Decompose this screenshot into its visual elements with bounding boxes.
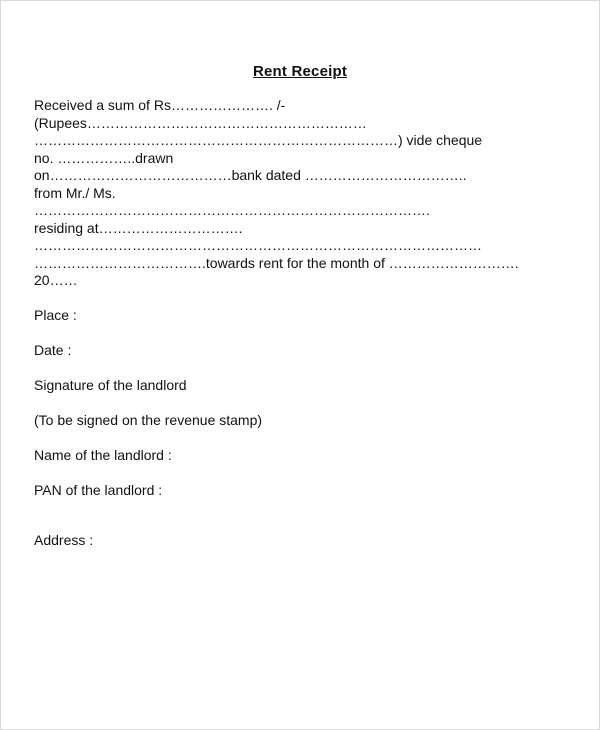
document-title: Rent Receipt	[252, 63, 348, 80]
place-field: Place :	[34, 307, 77, 323]
residing-at-line: residing at………………………….	[34, 219, 243, 236]
signature-field: Signature of the landlord	[34, 377, 187, 393]
year-line: 20……	[34, 272, 78, 288]
vide-cheque-line: ……………………………………………………………………) vide cheque	[34, 132, 483, 148]
landlord-pan-field: PAN of the landlord :	[34, 482, 163, 498]
address-field: Address :	[34, 531, 94, 548]
landlord-name-field: Name of the landlord :	[34, 447, 172, 463]
received-sum-line: Received a sum of Rs…………………. /-	[34, 97, 286, 113]
from-line: from Mr./ Ms.	[34, 184, 116, 201]
rupees-line: (Rupees……………………………………………………	[34, 114, 367, 131]
revenue-stamp-note: (To be signed on the revenue stamp)	[34, 412, 263, 428]
bank-dated-line: on…………………………………bank dated ……………………………..	[34, 167, 467, 183]
date-field: Date :	[34, 342, 72, 358]
payer-name-line: ………………………………………………………………………….	[34, 202, 430, 218]
address-blank-line: ……………………………………………………………………………………	[34, 237, 482, 253]
cheque-number-line: no. ……………..drawn	[34, 149, 174, 166]
rent-month-line: ……………………………….towards rent for the month of ……………………….	[34, 254, 519, 271]
receipt-body	[34, 97, 579, 549]
